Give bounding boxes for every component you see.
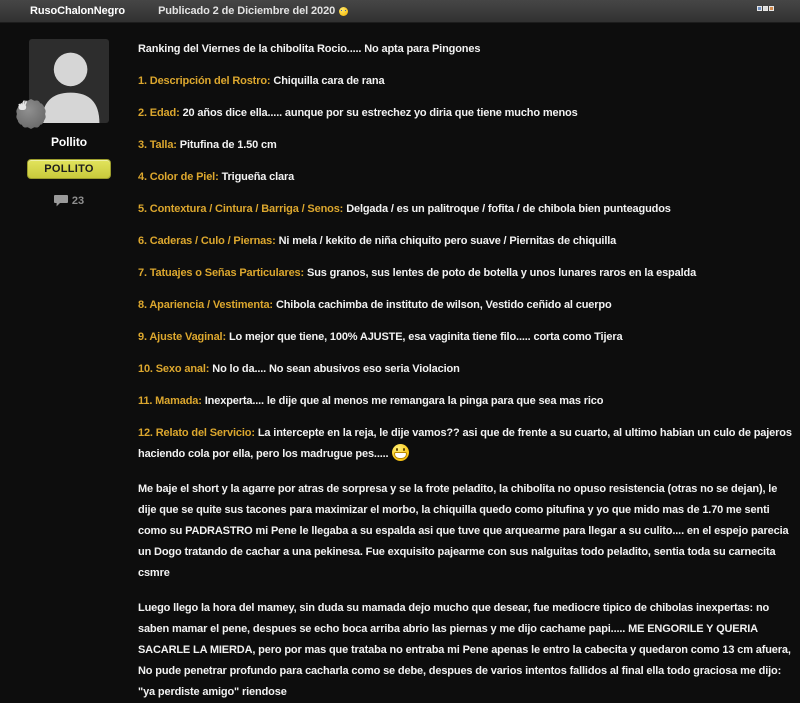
avatar[interactable] (29, 39, 109, 123)
post-item (138, 231, 792, 252)
item-value: Pitufina de 1.50 cm (179, 139, 277, 151)
item-value: No lo da.... No sean abusivos eso seria Violacion (212, 363, 460, 375)
post-item (138, 263, 792, 284)
grin-emoji (392, 444, 409, 461)
item-label: 12. Relato del Servicio: (138, 427, 255, 439)
item-value: 20 años dice ella..... aunque por su estrechez yo diria que tiene mucho menos (182, 107, 578, 119)
item-label: 8. Apariencia / Vestimenta: (138, 299, 273, 311)
item-value: La intercepte en la reja, le dije vamos?? asi que de frente a su cuarto, al ultimo habian un culo de pajeros haciendo cola por ella, pero los madrugue pes..... (138, 427, 792, 460)
post-content (138, 23, 800, 703)
item-value: Inexperta.... le dije que al menos me remangara la pinga para que sea mas rico (204, 395, 604, 407)
item-value: Delgada / es un palitroque / fofita / de chibola bien punteagudos (346, 203, 671, 215)
page-body (0, 23, 800, 703)
item-value: Lo mejor que tiene, 100% AJUSTE, esa vaginita tiene filo..... corta como Tijera (228, 331, 623, 343)
item-label: 6. Caderas / Culo / Piernas: (138, 235, 276, 247)
item-label: 3. Talla: (138, 139, 177, 151)
item-value: Chiquilla cara de rana (273, 75, 385, 87)
post-item (138, 295, 792, 316)
waving-hand-badge-icon (16, 99, 46, 129)
item-label: 11. Mamada: (138, 395, 202, 407)
published-date: Publicado 2 de Diciembre del 2020 (158, 5, 336, 17)
item-label: 1. Descripción del Rostro: (138, 75, 271, 87)
more-options-icon[interactable] (757, 6, 774, 11)
post-item (138, 423, 792, 465)
item-value: Ni mela / kekito de niña chiquito pero suave / Piernitas de chiquilla (278, 235, 617, 247)
item-value: Trigueña clara (221, 171, 295, 183)
item-label: 2. Edad: (138, 107, 180, 119)
comment-count-value: 23 (71, 195, 85, 207)
speech-bubble-icon (54, 195, 68, 207)
comment-count[interactable] (54, 195, 84, 207)
post-paragraphs (138, 479, 792, 703)
post-item (138, 135, 792, 156)
post-item (138, 167, 792, 188)
item-label: 5. Contextura / Cintura / Barriga / Senos: (138, 203, 344, 215)
item-label: 7. Tatuajes o Señas Particulares: (138, 267, 305, 279)
post-title: Ranking del Viernes de la chibolita Rocio..... No apta para Pingones (138, 43, 481, 55)
post-item (138, 199, 792, 220)
post-item (138, 103, 792, 124)
smiley-emoji (339, 7, 348, 16)
post-item (138, 359, 792, 380)
post-paragraph: Luego llego la hora del mamey, sin duda su mamada dejo mucho que desear, fue mediocre tipico de chibolas inexpertas: no saben mamar el pene, despues se echo boca arriba abrio las piernas y me dijo cachame papi..... ME ENGORILE Y QUERIA SACARLE LA MIERDA, pero por mas que trataba no entraba mi Pene apenas le entro la cabecita y quedaron como 13 cm afuera, No pude penetrar profundo para cacharla como se debe, despues de varios intentos fallidos al final ella todo graciosa me dijo: "ya perdiste amigo" riendose (138, 602, 791, 698)
author-display-name[interactable]: Pollito (51, 135, 87, 149)
item-value: Sus granos, sus lentes de poto de botella y unos lunares raros en la espalda (307, 267, 697, 279)
item-label: 10. Sexo anal: (138, 363, 210, 375)
author-sidebar (0, 23, 138, 703)
item-label: 9. Ajuste Vaginal: (138, 331, 226, 343)
post-items (138, 71, 792, 465)
item-label: 4. Color de Piel: (138, 171, 219, 183)
post-item (138, 71, 792, 92)
item-value: Chibola cachimba de instituto de wilson, Vestido ceñido al cuerpo (275, 299, 612, 311)
topbar (0, 0, 800, 23)
post-item (138, 327, 792, 348)
post-paragraph: Me baje el short y la agarre por atras de sorpresa y se la frote peladito, la chibolita no opuso resistencia (otras no se dejan), le dije que se quite sus tacones para maximizar el morbo, la chiquilla quedo como pitufina y yo que mido mas de 1.70 me senti como su PADRASTRO mi Pene le llegaba a su espalda asi que tuve que arquearme para llegar a su culito.... en el espejo parecia un Dogo tratando de cachar a una pekinesa. Fue exquisito pajearme con sus nalguitas todo peladito, sentia toda su carnecita csmre (138, 483, 789, 579)
author-rank-badge[interactable]: POLLITO (27, 159, 111, 179)
post-author-username[interactable]: RusoChalonNegro (30, 5, 126, 17)
post-item (138, 391, 792, 412)
